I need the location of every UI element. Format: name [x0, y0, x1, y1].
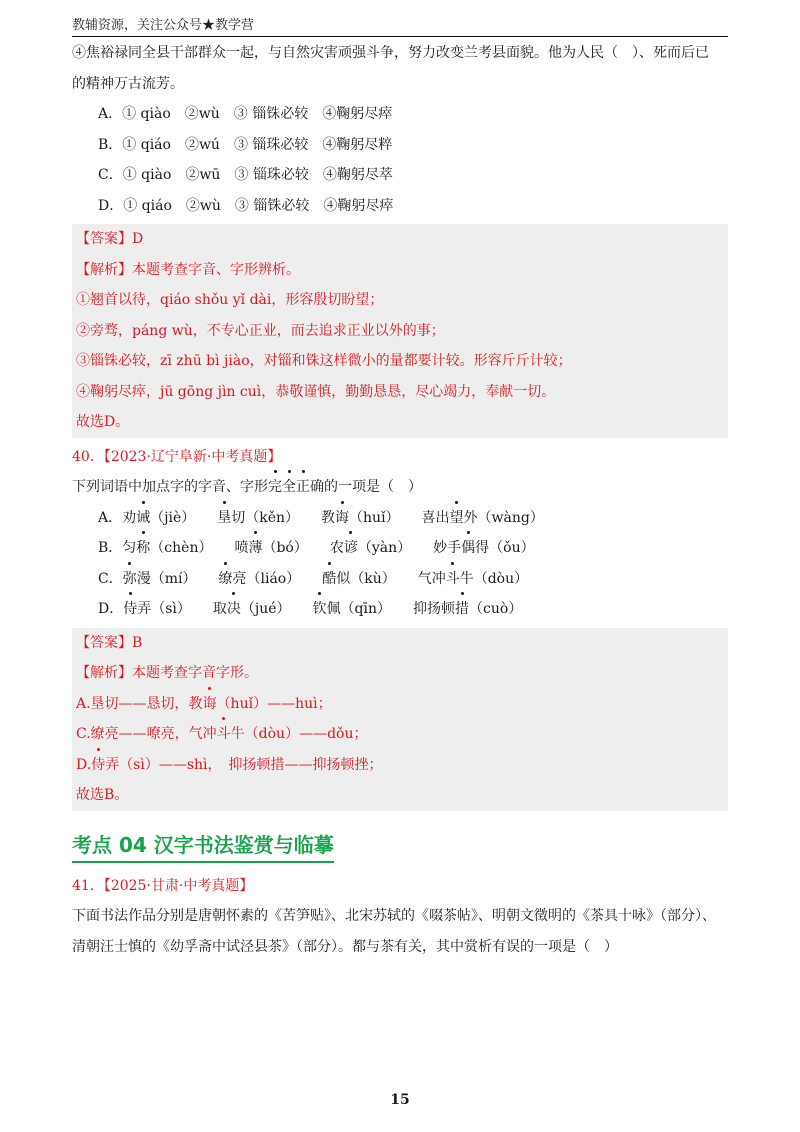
option-text: 抑扬顿: [413, 601, 456, 617]
q39-analysis-2: ②旁骛，páng wù，不专心正业，而去追求正业以外的事；: [76, 322, 445, 339]
analysis-text: 牛（dòu）——dǒu；: [230, 726, 368, 742]
option-word: [413, 601, 522, 617]
dotted-char: 偶: [461, 533, 475, 564]
option-text: 漫（mí）: [136, 570, 197, 587]
option-label: A．: [98, 509, 123, 526]
option-text: 气冲: [417, 570, 446, 587]
option-text: 教: [321, 509, 336, 526]
q40-source: 【2023·辽宁阜新·中考真题】: [103, 448, 282, 465]
q39-analysis-1: ①翘首以待，qiáo shǒu yǐ dài，形容殷切盼望；: [76, 292, 384, 308]
dotted-char: 谚: [344, 533, 358, 564]
option-text: 匀: [122, 540, 137, 556]
q40-stem: [72, 472, 728, 503]
option-text: （yàn）: [357, 540, 412, 556]
q40-options: [72, 503, 728, 625]
option-text: （bó）: [262, 540, 308, 556]
page-number: 15: [390, 1092, 410, 1108]
q40-analysis-head: 【解析】本题考查字音字形。: [76, 665, 258, 681]
dotted-char: 缭: [218, 564, 232, 595]
dotted-char: 侍: [123, 594, 137, 625]
dotted-char: 酷: [322, 564, 336, 595]
dotted-char: 望: [450, 503, 464, 534]
option-word: [218, 571, 300, 587]
option-text: （jiè）: [150, 509, 196, 526]
q39-analysis-3: ③锱铢必较，zī zhū bì jiào，对锱和铢这样微小的量都要计较。形容斤斤计较；: [76, 353, 572, 369]
option-word: [313, 601, 391, 617]
option-text: 亮（liáo）: [232, 570, 301, 587]
option-text: （cuò）: [469, 601, 523, 617]
option-word: [217, 510, 299, 526]
q39-option-c: C．① qiào ②wū ③ 锱珠必较 ④鞠躬尽萃: [98, 167, 393, 183]
q39-option-b: B．① qiáo ②wú ③ 锱珠必较 ④鞠躬尽粹: [98, 136, 393, 153]
dotted-char: 诲: [203, 689, 217, 720]
dotted-char: 垦: [217, 503, 231, 534]
dotted-char: 薄: [248, 533, 262, 564]
q40-stem-part-b: 确的一项是（ ）: [310, 479, 422, 495]
option-text: 农: [329, 540, 344, 556]
emphasis-char: 正: [296, 472, 310, 503]
option-word: [330, 540, 411, 556]
dotted-char: 侍: [91, 750, 105, 781]
dotted-char: 斗: [446, 564, 460, 595]
option-label: D．: [98, 601, 124, 617]
emphasis-char: 完: [268, 472, 282, 503]
q40-option-c: [72, 564, 728, 595]
q40-option-d: [72, 594, 728, 625]
q40-option-b: [72, 533, 728, 564]
option-text: 劝: [122, 509, 137, 526]
q40-analysis-d: [76, 750, 728, 781]
section-title: 考点 04 汉字书法鉴赏与临摹: [72, 829, 334, 863]
option-text: 喜出: [421, 509, 450, 526]
option-word: [123, 571, 197, 587]
option-word: [122, 540, 212, 556]
q41-source: 【2025·甘肃·中考真题】: [103, 877, 254, 894]
q39-answer: 【答案】D: [76, 231, 144, 247]
analysis-text: （huǐ）——huì；: [216, 695, 332, 712]
option-word: [322, 571, 396, 587]
q39-option-a: A．① qiào ②wù ③ 锱铢必较 ④鞠躬尽瘁: [98, 106, 393, 122]
q41-heading: [72, 871, 728, 902]
q40-answer-box: [72, 628, 728, 811]
q40-heading: [72, 442, 728, 473]
option-label: B．: [98, 540, 123, 556]
option-text: 弄（sì）: [137, 601, 191, 617]
analysis-text: C.缭亮——嘹亮，气冲: [76, 726, 217, 742]
option-text: 取: [212, 601, 227, 617]
dotted-char: 弥: [123, 564, 137, 595]
q39-option-d: D．① qiáo ②wù ③ 锱铢必较 ④鞠躬尽瘁: [98, 197, 394, 214]
dotted-char: 诫: [136, 503, 150, 534]
option-text: 妙手: [433, 540, 462, 556]
option-text: 切（kěn）: [231, 509, 300, 526]
q40-option-a: [72, 503, 728, 534]
page-content: [72, 38, 728, 962]
q40-number: 40．: [72, 448, 104, 465]
dotted-char: 斗: [217, 719, 231, 750]
option-text: （huǐ）: [349, 509, 400, 526]
option-text: 外（wàng）: [463, 509, 544, 526]
option-text: 牛（dòu）: [459, 570, 529, 587]
option-word: [234, 540, 307, 556]
q40-analysis-a: [76, 689, 728, 720]
option-word: [213, 601, 291, 617]
q41-stem: 下面书法作品分别是唐朝怀素的《苦笋贴》、北宋苏轼的《啜茶帖》、明朝文徵明的《茶具十咏》（部分）、清朝汪士慎的《幼孚斋中试泾县茶》（部分）。都与茶有关，其中赏析有误的一项是（ ）: [72, 908, 716, 955]
dotted-char: 称: [136, 533, 150, 564]
option-text: 似（kù）: [336, 570, 396, 587]
option-word: [321, 510, 400, 526]
emphasis-char: 全: [282, 472, 296, 503]
q40-conclusion: 故选B。: [76, 787, 129, 803]
option-word: [433, 540, 534, 556]
option-label: C．: [98, 570, 123, 587]
option-word: [422, 510, 544, 526]
dotted-char: 诲: [335, 503, 349, 534]
dotted-char: 决: [227, 594, 241, 625]
q39-conclusion: 故选D。: [76, 414, 130, 430]
dotted-char: 钦: [313, 594, 327, 625]
option-text: 佩（qīn）: [326, 601, 392, 617]
q39-stem-line-2: 的精神万古流芳。: [72, 75, 184, 92]
q39-answer-box: [72, 224, 728, 438]
analysis-text: D.: [76, 756, 92, 773]
analysis-text: 弄（sì）——shì， 抑扬顿措——抑扬顿挫；: [105, 756, 383, 773]
q40-stem-part-a: 下列词语中加点字的字音、字形: [72, 479, 268, 495]
q40-analysis-c: [76, 719, 728, 750]
q40-answer: 【答案】B: [76, 634, 143, 651]
option-text: （jué）: [240, 601, 291, 617]
option-text: （chèn）: [150, 540, 213, 556]
analysis-text: A.垦切——恳切，教: [76, 695, 203, 712]
q39-analysis-head: 【解析】本题考查字音、字形辨析。: [76, 261, 300, 278]
page-header: 教辅资源，关注公众号★教学营: [72, 16, 728, 37]
q41-number: 41．: [72, 877, 104, 894]
option-word: [122, 510, 195, 526]
option-text: 喷: [234, 540, 249, 556]
option-text: 得（ǒu）: [475, 540, 535, 556]
q39-stem-line-1: ④焦裕禄同全县干部群众一起，与自然灾害顽强斗争，努力改变兰考县面貌。他为人民（ ）、死而后已: [72, 45, 709, 61]
option-word: [418, 571, 528, 587]
option-word: [123, 601, 191, 617]
q39-analysis-4: ④鞠躬尽瘁，jū gōng jìn cuì，恭敬谨慎，勤勤恳恳，尽心竭力，奉献一切。: [76, 383, 556, 400]
dotted-char: 措: [455, 594, 469, 625]
